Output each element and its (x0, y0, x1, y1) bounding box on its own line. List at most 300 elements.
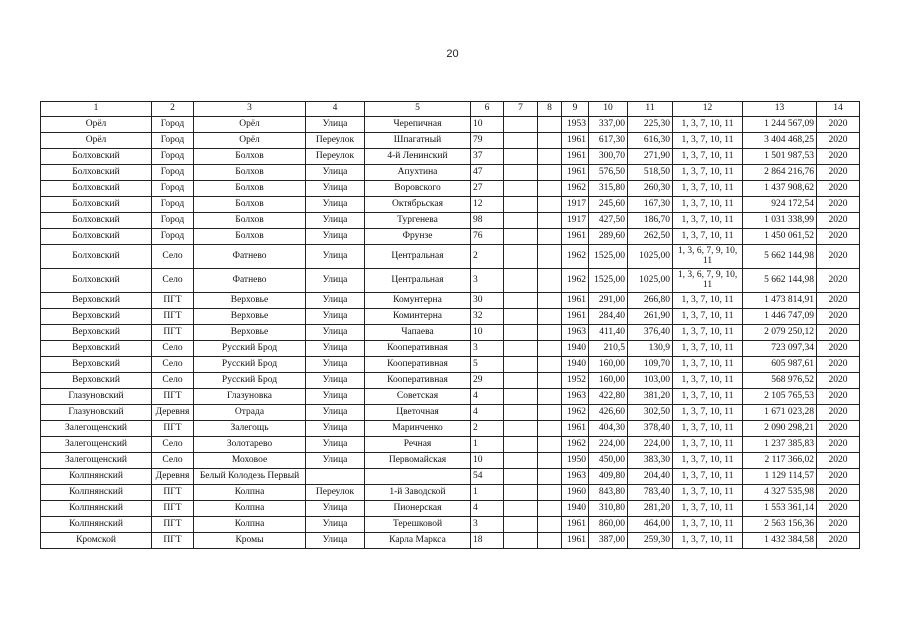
cell-cost: 568 976,52 (743, 373, 817, 389)
cell-street-name: Советская (365, 389, 471, 405)
cell-col-7 (504, 269, 538, 293)
cell-district: Залегощенский (41, 437, 152, 453)
cell-work-types: 1, 3, 7, 10, 11 (673, 517, 743, 533)
cell-house-number: 76 (471, 229, 504, 245)
cell-street-name (365, 469, 471, 485)
cell-year-planned: 2020 (817, 421, 860, 437)
cell-street-type: Улица (306, 453, 365, 469)
cell-year-built: 1962 (562, 405, 589, 421)
cell-col-8 (538, 373, 562, 389)
cell-street-type: Улица (306, 269, 365, 293)
cell-work-types: 1, 3, 7, 10, 11 (673, 325, 743, 341)
cell-street-name: Фрунзе (365, 229, 471, 245)
cell-street-type: Переулок (306, 133, 365, 149)
cell-house-number: 37 (471, 149, 504, 165)
cell-house-number: 4 (471, 389, 504, 405)
header-cell: 11 (628, 102, 673, 117)
cell-district: Глазуновский (41, 389, 152, 405)
cell-cost: 1 553 361,14 (743, 501, 817, 517)
cell-year-built: 1961 (562, 293, 589, 309)
cell-street-name: Тургенева (365, 213, 471, 229)
cell-settlement-type: ПГТ (152, 293, 194, 309)
cell-district: Кромской (41, 533, 152, 549)
cell-street-name: Кооперативная (365, 357, 471, 373)
cell-year-built: 1917 (562, 197, 589, 213)
cell-work-types: 1, 3, 7, 10, 11 (673, 405, 743, 421)
cell-settlement-name: Болхов (194, 213, 306, 229)
cell-street-type: Улица (306, 117, 365, 133)
cell-cost: 723 097,34 (743, 341, 817, 357)
cell-street-type: Улица (306, 373, 365, 389)
cell-total-area: 576,50 (589, 165, 628, 181)
cell-street-name: Чапаева (365, 325, 471, 341)
cell-street-name: Первомайская (365, 453, 471, 469)
cell-settlement-type: ПГТ (152, 309, 194, 325)
cell-settlement-type: Село (152, 269, 194, 293)
cell-settlement-type: Город (152, 165, 194, 181)
cell-work-types: 1, 3, 7, 10, 11 (673, 117, 743, 133)
cell-district: Болховский (41, 213, 152, 229)
cell-col-7 (504, 293, 538, 309)
cell-year-built: 1940 (562, 501, 589, 517)
header-cell: 9 (562, 102, 589, 117)
cell-settlement-name: Фатнево (194, 245, 306, 269)
cell-col-7 (504, 229, 538, 245)
cell-district: Верховский (41, 341, 152, 357)
cell-work-types: 1, 3, 7, 10, 11 (673, 357, 743, 373)
cell-year-planned: 2020 (817, 325, 860, 341)
cell-total-area: 210,5 (589, 341, 628, 357)
cell-street-type: Улица (306, 341, 365, 357)
cell-street-type: Улица (306, 405, 365, 421)
cell-living-area: 378,40 (628, 421, 673, 437)
page-number: 20 (446, 48, 459, 60)
cell-cost: 2 117 366,02 (743, 453, 817, 469)
cell-total-area: 409,80 (589, 469, 628, 485)
cell-work-types: 1, 3, 7, 10, 11 (673, 229, 743, 245)
cell-house-number: 27 (471, 181, 504, 197)
cell-district: Колпнянский (41, 517, 152, 533)
cell-total-area: 160,00 (589, 357, 628, 373)
cell-total-area: 411,40 (589, 325, 628, 341)
cell-col-8 (538, 357, 562, 373)
cell-col-7 (504, 373, 538, 389)
cell-total-area: 426,60 (589, 405, 628, 421)
cell-living-area: 1025,00 (628, 269, 673, 293)
cell-street-name: Речная (365, 437, 471, 453)
cell-living-area: 616,30 (628, 133, 673, 149)
cell-street-type: Улица (306, 501, 365, 517)
cell-district: Болховский (41, 197, 152, 213)
cell-col-7 (504, 213, 538, 229)
cell-year-built: 1961 (562, 165, 589, 181)
cell-total-area: 291,00 (589, 293, 628, 309)
cell-year-planned: 2020 (817, 165, 860, 181)
cell-living-area: 783,40 (628, 485, 673, 501)
header-cell: 8 (538, 102, 562, 117)
cell-district: Болховский (41, 245, 152, 269)
cell-work-types: 1, 3, 7, 10, 11 (673, 485, 743, 501)
cell-work-types: 1, 3, 7, 10, 11 (673, 373, 743, 389)
cell-col-7 (504, 165, 538, 181)
cell-year-planned: 2020 (817, 309, 860, 325)
cell-year-built: 1960 (562, 485, 589, 501)
cell-col-8 (538, 405, 562, 421)
cell-living-area: 464,00 (628, 517, 673, 533)
cell-house-number: 79 (471, 133, 504, 149)
cell-cost: 1 437 908,62 (743, 181, 817, 197)
cell-year-planned: 2020 (817, 437, 860, 453)
cell-cost: 1 432 384,58 (743, 533, 817, 549)
cell-street-name: Октябрьская (365, 197, 471, 213)
cell-work-types: 1, 3, 7, 10, 11 (673, 469, 743, 485)
cell-settlement-name: Болхов (194, 229, 306, 245)
header-cell: 6 (471, 102, 504, 117)
cell-district: Болховский (41, 229, 152, 245)
cell-year-planned: 2020 (817, 341, 860, 357)
cell-living-area: 186,70 (628, 213, 673, 229)
cell-living-area: 281,20 (628, 501, 673, 517)
cell-settlement-type: ПГТ (152, 421, 194, 437)
cell-total-area: 224,00 (589, 437, 628, 453)
cell-house-number: 5 (471, 357, 504, 373)
cell-district: Верховский (41, 357, 152, 373)
cell-district: Колпнянский (41, 469, 152, 485)
cell-house-number: 3 (471, 517, 504, 533)
cell-cost: 1 473 814,91 (743, 293, 817, 309)
cell-cost: 2 864 216,76 (743, 165, 817, 181)
cell-settlement-name: Орёл (194, 133, 306, 149)
cell-col-8 (538, 341, 562, 357)
cell-settlement-type: Город (152, 213, 194, 229)
cell-street-name: Коминтерна (365, 309, 471, 325)
cell-col-8 (538, 197, 562, 213)
cell-settlement-name: Русский Брод (194, 341, 306, 357)
cell-house-number: 3 (471, 269, 504, 293)
cell-cost: 605 987,61 (743, 357, 817, 373)
cell-street-type: Улица (306, 197, 365, 213)
cell-year-built: 1963 (562, 325, 589, 341)
cell-year-planned: 2020 (817, 181, 860, 197)
cell-cost: 5 662 144,98 (743, 245, 817, 269)
cell-work-types: 1, 3, 7, 10, 11 (673, 149, 743, 165)
cell-cost: 5 662 144,98 (743, 269, 817, 293)
header-cell: 12 (673, 102, 743, 117)
cell-settlement-type: Село (152, 437, 194, 453)
cell-living-area: 103,00 (628, 373, 673, 389)
cell-col-8 (538, 165, 562, 181)
cell-total-area: 1525,00 (589, 245, 628, 269)
header-cell: 5 (365, 102, 471, 117)
cell-settlement-type: ПГТ (152, 389, 194, 405)
cell-col-7 (504, 133, 538, 149)
cell-total-area: 337,00 (589, 117, 628, 133)
cell-year-planned: 2020 (817, 293, 860, 309)
cell-street-type: Улица (306, 533, 365, 549)
cell-year-planned: 2020 (817, 373, 860, 389)
cell-street-name: Шпагатный (365, 133, 471, 149)
cell-street-name: 4-й Ленинский (365, 149, 471, 165)
cell-total-area: 1525,00 (589, 269, 628, 293)
cell-settlement-type: Город (152, 117, 194, 133)
cell-street-type: Улица (306, 293, 365, 309)
cell-work-types: 1, 3, 7, 10, 11 (673, 213, 743, 229)
header-cell: 7 (504, 102, 538, 117)
table-row (41, 165, 860, 181)
cell-settlement-type: Город (152, 149, 194, 165)
cell-street-name: Черепичная (365, 117, 471, 133)
cell-year-built: 1961 (562, 517, 589, 533)
cell-total-area: 843,80 (589, 485, 628, 501)
cell-year-built: 1963 (562, 469, 589, 485)
cell-work-types: 1, 3, 7, 10, 11 (673, 309, 743, 325)
table-row (41, 405, 860, 421)
cell-col-7 (504, 437, 538, 453)
cell-cost: 2 105 765,53 (743, 389, 817, 405)
cell-house-number: 30 (471, 293, 504, 309)
cell-col-8 (538, 181, 562, 197)
cell-district: Глазуновский (41, 405, 152, 421)
table-row (41, 341, 860, 357)
cell-year-planned: 2020 (817, 501, 860, 517)
cell-work-types: 1, 3, 7, 10, 11 (673, 293, 743, 309)
cell-year-built: 1961 (562, 229, 589, 245)
cell-col-8 (538, 453, 562, 469)
cell-settlement-type: Город (152, 181, 194, 197)
cell-settlement-name: Болхов (194, 149, 306, 165)
cell-house-number: 18 (471, 533, 504, 549)
cell-year-planned: 2020 (817, 245, 860, 269)
cell-district: Болховский (41, 149, 152, 165)
cell-street-type: Переулок (306, 485, 365, 501)
cell-total-area: 387,00 (589, 533, 628, 549)
table-row (41, 269, 860, 293)
cell-work-types: 1, 3, 7, 10, 11 (673, 389, 743, 405)
cell-col-7 (504, 341, 538, 357)
cell-year-planned: 2020 (817, 453, 860, 469)
cell-house-number: 10 (471, 325, 504, 341)
table-row (41, 293, 860, 309)
cell-street-type: Улица (306, 309, 365, 325)
header-cell: 4 (306, 102, 365, 117)
cell-street-name: Терешковой (365, 517, 471, 533)
cell-year-planned: 2020 (817, 389, 860, 405)
cell-total-area: 284,40 (589, 309, 628, 325)
cell-col-8 (538, 421, 562, 437)
cell-total-area: 289,60 (589, 229, 628, 245)
cell-street-type: Переулок (306, 149, 365, 165)
cell-cost: 2 090 298,21 (743, 421, 817, 437)
cell-year-built: 1961 (562, 533, 589, 549)
cell-total-area: 450,00 (589, 453, 628, 469)
cell-district: Верховский (41, 309, 152, 325)
cell-settlement-name: Верховье (194, 293, 306, 309)
cell-settlement-name: Золотарево (194, 437, 306, 453)
cell-year-built: 1950 (562, 453, 589, 469)
cell-work-types: 1, 3, 7, 10, 11 (673, 181, 743, 197)
cell-year-planned: 2020 (817, 269, 860, 293)
cell-district: Болховский (41, 181, 152, 197)
cell-col-8 (538, 437, 562, 453)
cell-col-8 (538, 517, 562, 533)
header-cell: 3 (194, 102, 306, 117)
cell-house-number: 4 (471, 501, 504, 517)
table-row (41, 213, 860, 229)
housing-register-table (40, 101, 860, 549)
cell-living-area: 167,30 (628, 197, 673, 213)
cell-street-type: Улица (306, 325, 365, 341)
cell-living-area: 259,30 (628, 533, 673, 549)
cell-cost: 1 671 023,28 (743, 405, 817, 421)
cell-cost: 1 450 061,52 (743, 229, 817, 245)
cell-col-8 (538, 245, 562, 269)
cell-settlement-name: Кромы (194, 533, 306, 549)
cell-settlement-name: Орёл (194, 117, 306, 133)
table-row (41, 389, 860, 405)
cell-year-built: 1961 (562, 421, 589, 437)
cell-col-8 (538, 389, 562, 405)
cell-total-area: 404,30 (589, 421, 628, 437)
cell-cost: 1 129 114,57 (743, 469, 817, 485)
cell-col-8 (538, 533, 562, 549)
cell-cost: 3 404 468,25 (743, 133, 817, 149)
cell-col-7 (504, 501, 538, 517)
cell-street-name: Кооперативная (365, 373, 471, 389)
cell-work-types: 1, 3, 7, 10, 11 (673, 453, 743, 469)
table-row (41, 117, 860, 133)
cell-house-number: 47 (471, 165, 504, 181)
cell-house-number: 98 (471, 213, 504, 229)
header-cell: 1 (41, 102, 152, 117)
cell-col-7 (504, 149, 538, 165)
cell-col-8 (538, 309, 562, 325)
cell-settlement-name: Отрада (194, 405, 306, 421)
cell-district: Верховский (41, 325, 152, 341)
cell-total-area: 315,80 (589, 181, 628, 197)
table-row (41, 517, 860, 533)
cell-street-type: Улица (306, 181, 365, 197)
cell-col-7 (504, 181, 538, 197)
cell-work-types: 1, 3, 6, 7, 9, 10, 11 (673, 269, 743, 293)
cell-cost: 1 031 338,99 (743, 213, 817, 229)
table-row (41, 197, 860, 213)
cell-total-area: 860,00 (589, 517, 628, 533)
cell-settlement-type: ПГТ (152, 501, 194, 517)
cell-house-number: 29 (471, 373, 504, 389)
cell-total-area: 422,80 (589, 389, 628, 405)
table-row (41, 469, 860, 485)
cell-living-area: 383,30 (628, 453, 673, 469)
table-row (41, 245, 860, 269)
cell-district: Орёл (41, 133, 152, 149)
cell-year-planned: 2020 (817, 133, 860, 149)
header-cell: 13 (743, 102, 817, 117)
cell-work-types: 1, 3, 7, 10, 11 (673, 197, 743, 213)
cell-year-built: 1962 (562, 437, 589, 453)
cell-house-number: 4 (471, 405, 504, 421)
cell-col-7 (504, 485, 538, 501)
cell-living-area: 260,30 (628, 181, 673, 197)
cell-work-types: 1, 3, 7, 10, 11 (673, 341, 743, 357)
table-row (41, 229, 860, 245)
cell-district: Верховский (41, 293, 152, 309)
table-body (41, 117, 860, 549)
cell-year-planned: 2020 (817, 117, 860, 133)
cell-settlement-name: Колпна (194, 501, 306, 517)
cell-street-name: Пионерская (365, 501, 471, 517)
cell-district: Залегощенский (41, 453, 152, 469)
cell-col-7 (504, 517, 538, 533)
cell-year-built: 1953 (562, 117, 589, 133)
cell-col-7 (504, 197, 538, 213)
cell-house-number: 2 (471, 421, 504, 437)
cell-year-planned: 2020 (817, 197, 860, 213)
cell-street-name: Маринченко (365, 421, 471, 437)
cell-settlement-name: Белый Колодезь Первый (194, 469, 306, 485)
cell-col-7 (504, 325, 538, 341)
cell-col-8 (538, 293, 562, 309)
cell-col-8 (538, 213, 562, 229)
cell-year-built: 1963 (562, 389, 589, 405)
cell-year-planned: 2020 (817, 533, 860, 549)
cell-street-name: Центральная (365, 245, 471, 269)
cell-settlement-type: ПГТ (152, 325, 194, 341)
cell-street-type: Улица (306, 229, 365, 245)
cell-work-types: 1, 3, 7, 10, 11 (673, 133, 743, 149)
cell-district: Орёл (41, 117, 152, 133)
cell-district: Верховский (41, 373, 152, 389)
cell-year-built: 1940 (562, 341, 589, 357)
cell-street-type: Улица (306, 165, 365, 181)
table-row (41, 533, 860, 549)
cell-street-type: Улица (306, 357, 365, 373)
cell-street-type: Улица (306, 421, 365, 437)
cell-cost: 1 244 567,09 (743, 117, 817, 133)
table-row (41, 133, 860, 149)
cell-district: Залегощенский (41, 421, 152, 437)
cell-district: Колпнянский (41, 485, 152, 501)
cell-col-7 (504, 469, 538, 485)
cell-col-8 (538, 133, 562, 149)
cell-living-area: 225,30 (628, 117, 673, 133)
cell-settlement-name: Колпна (194, 485, 306, 501)
cell-year-planned: 2020 (817, 213, 860, 229)
cell-settlement-type: Село (152, 341, 194, 357)
table-row (41, 373, 860, 389)
cell-col-7 (504, 453, 538, 469)
cell-settlement-type: ПГТ (152, 517, 194, 533)
cell-street-type (306, 469, 365, 485)
cell-year-planned: 2020 (817, 149, 860, 165)
cell-settlement-name: Болхов (194, 181, 306, 197)
cell-street-name: Кооперативная (365, 341, 471, 357)
cell-living-area: 518,50 (628, 165, 673, 181)
cell-house-number: 54 (471, 469, 504, 485)
cell-settlement-type: Село (152, 245, 194, 269)
cell-house-number: 32 (471, 309, 504, 325)
cell-year-built: 1962 (562, 269, 589, 293)
cell-settlement-type: Город (152, 133, 194, 149)
cell-street-name: Цветочная (365, 405, 471, 421)
cell-settlement-type: Деревня (152, 405, 194, 421)
cell-col-7 (504, 309, 538, 325)
table-row (41, 357, 860, 373)
cell-col-7 (504, 405, 538, 421)
table-row (41, 501, 860, 517)
cell-work-types: 1, 3, 7, 10, 11 (673, 501, 743, 517)
cell-settlement-name: Колпна (194, 517, 306, 533)
cell-year-planned: 2020 (817, 517, 860, 533)
